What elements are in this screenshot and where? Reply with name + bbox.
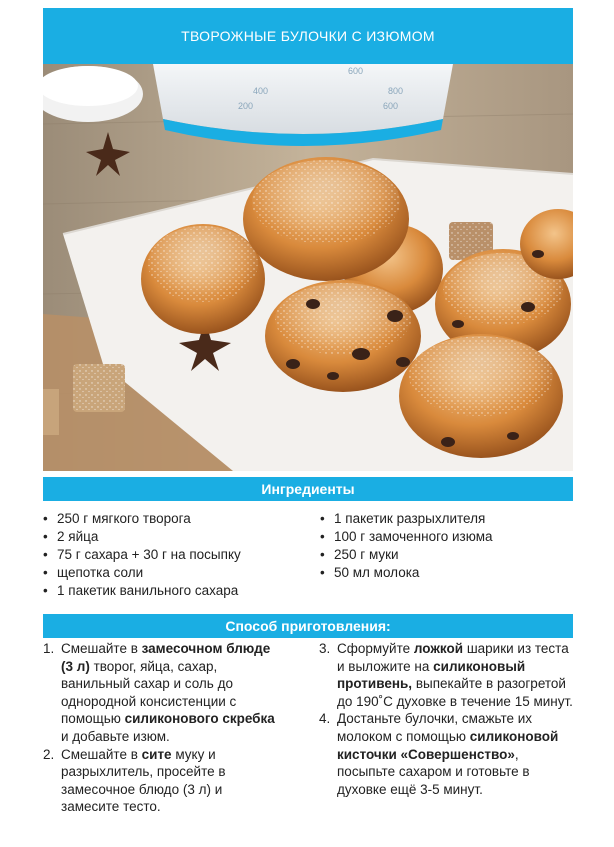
ingredient-item: • 75 г сахара + 30 г на посыпку	[43, 546, 305, 564]
step-text	[61, 747, 226, 815]
bun-front-right	[399, 334, 563, 458]
ingredient-item: • 2 яйца	[43, 528, 305, 546]
step-text-bold: силиконовый противень,	[337, 658, 526, 692]
step-text-part: шарики из теста и выложите на	[337, 641, 569, 674]
step-text-part: выпекайте в разогретой до 190˚С духовке в течение 15 минут.	[337, 676, 573, 709]
sugar-cube-left	[73, 364, 125, 412]
step-number: 2.	[43, 746, 55, 762]
buns-illustration	[43, 64, 573, 471]
bowl-scale-2: 400	[253, 86, 269, 96]
method-step	[43, 640, 281, 746]
step-text-part: Достаньте булочки, смажьте их молоком с помощью	[337, 711, 533, 744]
step-text-bold: силиконового скребка	[124, 711, 275, 727]
step-text-part: творог, яйца, сахар, ванильный сахар и соль до однородной консистенции с помощью	[61, 658, 237, 727]
recipe-title-bar	[43, 8, 573, 64]
step-text-part: Смешайте в	[61, 746, 142, 762]
step-number: 4.	[319, 711, 331, 727]
method-header-bar	[43, 614, 573, 638]
step-text-part: и добавьте изюм.	[61, 728, 170, 744]
ingredient-item: • 1 пакетик разрыхлителя	[320, 510, 573, 528]
bowl-scale-4: 800	[388, 86, 404, 96]
recipe-title: ТВОРОЖНЫЕ БУЛОЧКИ С ИЗЮМОМ	[181, 28, 435, 44]
ingredients-list-right	[320, 510, 573, 582]
step-text	[337, 641, 573, 709]
bun-top-center	[243, 157, 409, 281]
bun-left	[141, 224, 265, 334]
ingredient-item: • 100 г замоченного изюма	[320, 528, 573, 546]
method-steps-right	[319, 640, 577, 798]
ingredient-item: • 250 г муки	[320, 546, 573, 564]
method-step	[319, 640, 577, 710]
step-text-bold: сите	[141, 746, 172, 762]
bowl-scale-5: 600	[383, 101, 399, 111]
ingredient-item: • 250 г мягкого творога	[43, 510, 305, 528]
step-text	[337, 711, 558, 796]
step-text-part: , посыпьте сахаром и готовьте в духовке ещё 3-5 минут.	[337, 746, 530, 797]
step-text-bold: замесочном блюде (3 л)	[61, 641, 271, 674]
bowl-scale-3: 200	[238, 101, 254, 111]
bowl-scale-1: 600	[348, 66, 364, 76]
step-text-part: Сформуйте	[337, 641, 414, 656]
bun-middle	[265, 280, 421, 392]
ingredients-list-left	[43, 510, 305, 600]
step-text	[61, 641, 275, 744]
ingredients-header-bar	[43, 477, 573, 501]
ingredient-item: • 1 пакетик ванильного сахара	[43, 582, 305, 600]
method-step	[319, 710, 577, 798]
step-text-bold: силиконовой кисточки «Совершенство»	[337, 728, 559, 762]
ingredients-header: Ингредиенты	[261, 481, 355, 497]
ingredient-item: • 50 мл молока	[320, 564, 573, 582]
step-number: 3.	[319, 641, 331, 656]
measuring-bowl	[153, 64, 453, 146]
step-text-bold: ложкой	[413, 641, 464, 656]
ingredient-item: • щепотка соли	[43, 564, 305, 582]
recipe-photo	[43, 64, 573, 471]
method-steps-left	[43, 640, 281, 816]
method-step	[43, 746, 281, 816]
step-text-part: Смешайте в	[61, 641, 142, 656]
method-header: Способ приготовления:	[225, 618, 391, 634]
step-number: 1.	[43, 641, 55, 656]
step-text-part: муку и разрыхлитель, просейте в замесочное блюдо (3 л) и замесите тесто.	[61, 746, 226, 815]
sugar-cube-edge	[43, 389, 59, 435]
